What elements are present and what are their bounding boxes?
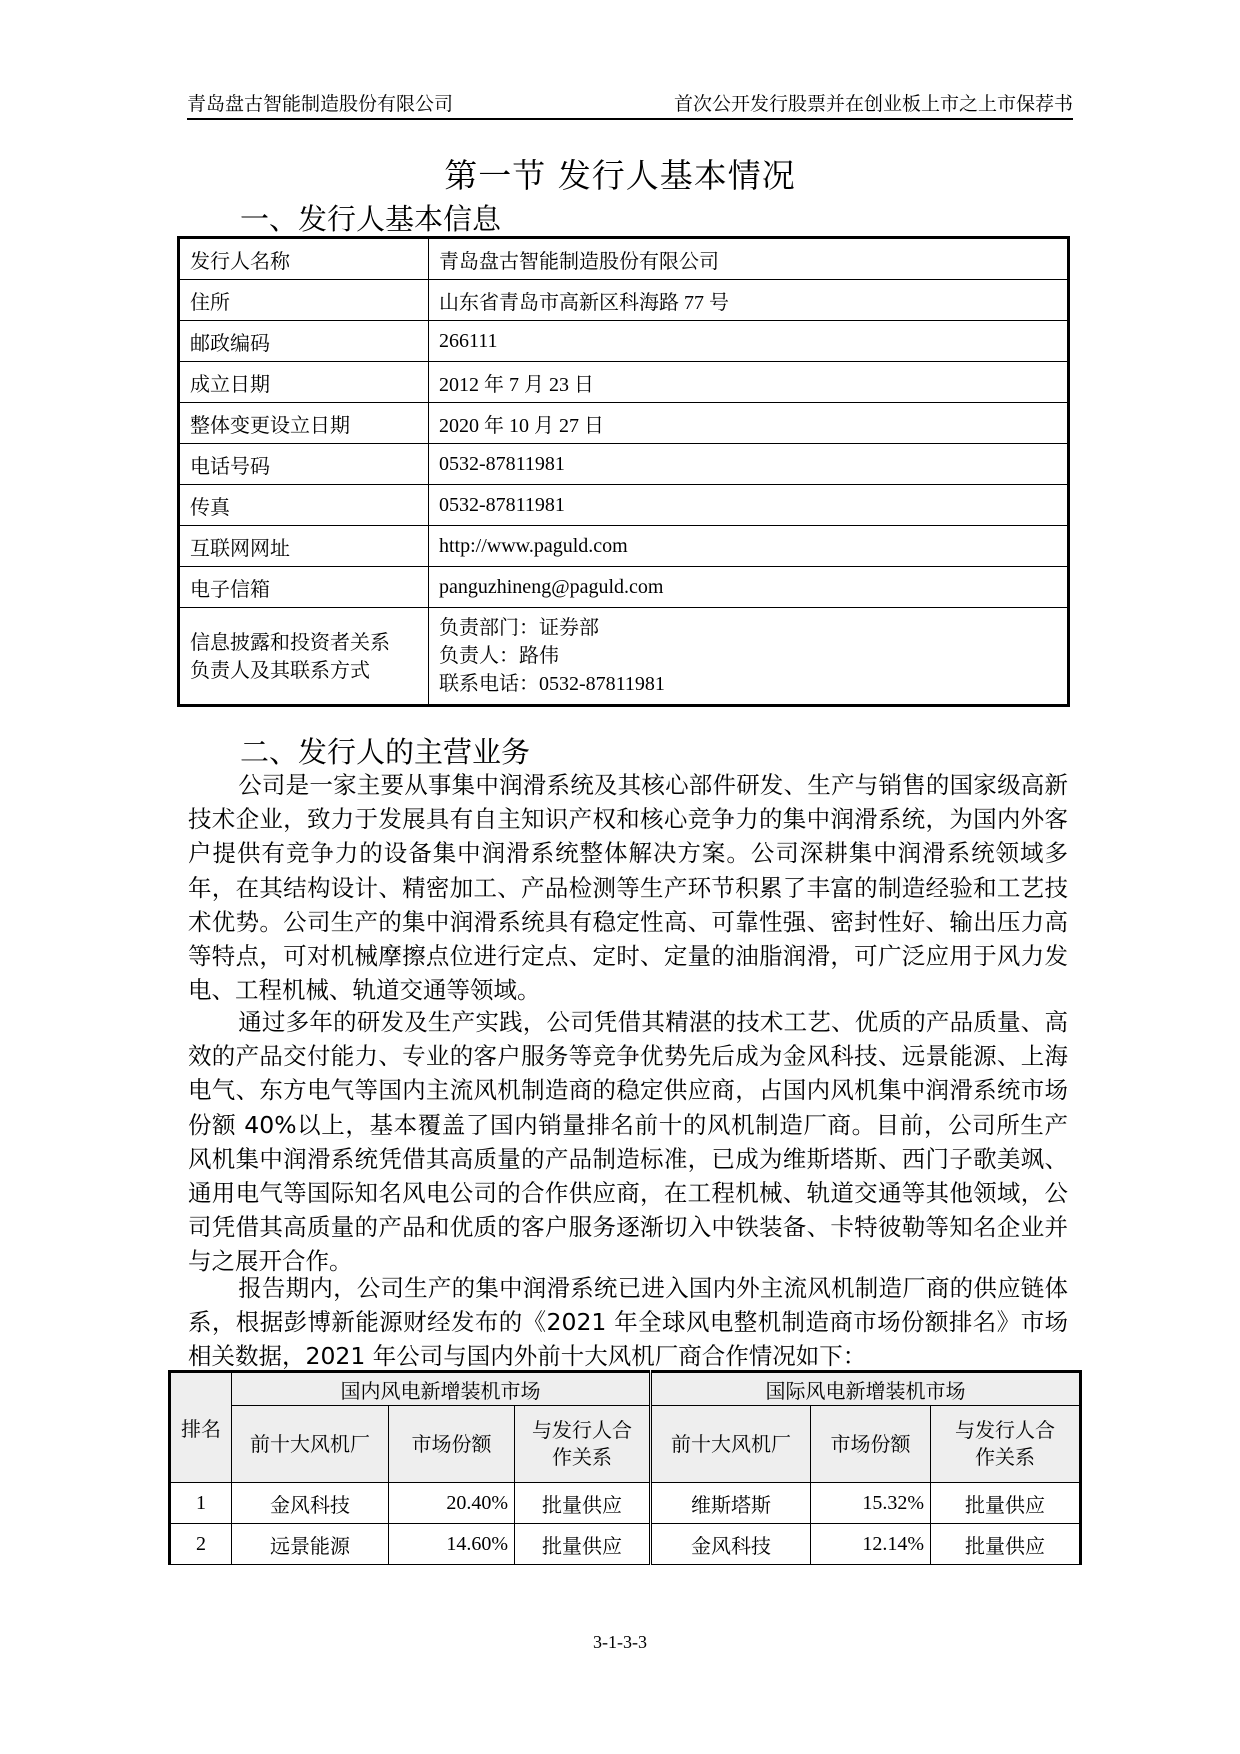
dom-relation-cell: 批量供应 (515, 1483, 651, 1524)
col-maker-domestic: 前十大风机厂 (232, 1406, 389, 1483)
table-row (170, 1483, 1081, 1524)
info-row (179, 526, 1069, 567)
info-row (179, 280, 1069, 321)
info-value: 山东省青岛市高新区科海路 77 号 (429, 280, 1069, 321)
intl-relation-cell: 批量供应 (931, 1483, 1081, 1524)
info-value: http://www.paguld.com (429, 526, 1069, 567)
contact-dept: 负责部门：证券部 (439, 617, 599, 639)
col-relation-domestic: 与发行人合 作关系 (515, 1406, 651, 1483)
contact-phone: 联系电话：0532-87811981 (439, 673, 665, 695)
page-number: 3-1-3-3 (593, 1632, 647, 1652)
header-company: 青岛盘古智能制造股份有限公司 (187, 93, 454, 115)
info-key: 电话号码 (179, 444, 429, 485)
intl-relation-cell: 批量供应 (931, 1524, 1081, 1565)
intl-share-cell: 12.14% (811, 1524, 931, 1565)
info-value: 0532-87811981 (429, 444, 1069, 485)
info-key: 传真 (179, 485, 429, 526)
dom-share-cell: 14.60% (389, 1524, 515, 1565)
info-value: 青岛盘古智能制造股份有限公司 (429, 238, 1069, 280)
dom-relation-cell: 批量供应 (515, 1524, 651, 1565)
contact-row (179, 608, 1069, 706)
contact-key: 信息披露和投资者关系 负责人及其联系方式 (179, 608, 429, 706)
business-heading: 二、发行人的主营业务 (240, 735, 531, 769)
info-key: 互联网网址 (179, 526, 429, 567)
section-title: 第一节 发行人基本情况 (444, 156, 796, 195)
info-value: 266111 (429, 321, 1069, 362)
info-key: 住所 (179, 280, 429, 321)
table-row (170, 1524, 1081, 1565)
contact-value (429, 608, 1069, 706)
info-row (179, 444, 1069, 485)
dom-share-cell: 20.40% (389, 1483, 515, 1524)
intl-share-cell: 15.32% (811, 1483, 931, 1524)
intl-header: 国际风电新增装机市场 (651, 1372, 1081, 1406)
dom-maker-cell: 远景能源 (232, 1524, 389, 1565)
info-key: 邮政编码 (179, 321, 429, 362)
info-value: panguzhineng@paguld.com (429, 567, 1069, 608)
col-maker-intl: 前十大风机厂 (651, 1406, 811, 1483)
page-header (187, 92, 1073, 120)
col-relation-intl: 与发行人合 作关系 (931, 1406, 1081, 1483)
business-paragraph-3: 报告期内，公司生产的集中润滑系统已进入国内外主流风机制造厂商的供应链体系，根据彭博新能源财经发布的《2021 年全球风电整机制造商市场份额排名》市场相关数据，2021 年公司与国内外前十大风机厂商合作情况如下： (188, 1274, 1068, 1371)
basic-info-heading: 一、发行人基本信息 (240, 202, 502, 236)
info-value: 0532-87811981 (429, 485, 1069, 526)
info-value: 2020 年 10 月 27 日 (429, 403, 1069, 444)
info-row (179, 485, 1069, 526)
info-row (179, 567, 1069, 608)
intl-maker-cell: 维斯塔斯 (651, 1483, 811, 1524)
business-paragraph-1: 公司是一家主要从事集中润滑系统及其核心部件研发、生产与销售的国家级高新技术企业，致力于发展具有自主知识产权和核心竞争力的集中润滑系统，为国内外客户提供有竞争力的设备集中润滑系统整体解决方案。公司深耕集中润滑系统领域多年，在其结构设计、精密加工、产品检测等生产环节积累了丰富的制造经验和工艺技术优势。公司生产的集中润滑系统具有稳定性高、可靠性强、密封性好、输出压力高等特点，可对机械摩擦点位进行定点、定时、定量的油脂润滑，可广泛应用于风力发电、工程机械、轨道交通等领域。 (188, 771, 1068, 1005)
basic-info-table (177, 236, 1070, 707)
rank-cell: 1 (170, 1483, 232, 1524)
info-key: 成立日期 (179, 362, 429, 403)
dom-maker-cell: 金风科技 (232, 1483, 389, 1524)
col-share-domestic: 市场份额 (389, 1406, 515, 1483)
info-row (179, 238, 1069, 280)
rank-header: 排名 (170, 1372, 232, 1483)
info-row (179, 321, 1069, 362)
contact-person: 负责人：路伟 (439, 645, 559, 667)
business-paragraph-2: 通过多年的研发及生产实践，公司凭借其精湛的技术工艺、优质的产品质量、高效的产品交付能力、专业的客户服务等竞争优势先后成为金风科技、远景能源、上海电气、东方电气等国内主流风机制造商的稳定供应商，占国内风机集中润滑系统市场份额 40%以上，基本覆盖了国内销量排名前十的风机制造厂商。目前，公司所生产风机集中润滑系统凭借其高质量的产品制造标准，已成为维斯塔斯、西门子歌美飒、通用电气等国际知名风电公司的合作供应商，在工程机械、轨道交通等其他领域，公司凭借其高质量的产品和优质的客户服务逐渐切入中铁装备、卡特彼勒等知名企业并与之展开合作。 (188, 1008, 1068, 1276)
intl-maker-cell: 金风科技 (651, 1524, 811, 1565)
info-value: 2012 年 7 月 23 日 (429, 362, 1069, 403)
info-key: 整体变更设立日期 (179, 403, 429, 444)
domestic-header: 国内风电新增装机市场 (232, 1372, 651, 1406)
info-row (179, 362, 1069, 403)
rank-cell: 2 (170, 1524, 232, 1565)
header-doc-title: 首次公开发行股票并在创业板上市之上市保荐书 (673, 93, 1073, 115)
info-row (179, 403, 1069, 444)
info-key: 电子信箱 (179, 567, 429, 608)
ranking-table (168, 1370, 1082, 1565)
info-key: 发行人名称 (179, 238, 429, 280)
col-share-intl: 市场份额 (811, 1406, 931, 1483)
